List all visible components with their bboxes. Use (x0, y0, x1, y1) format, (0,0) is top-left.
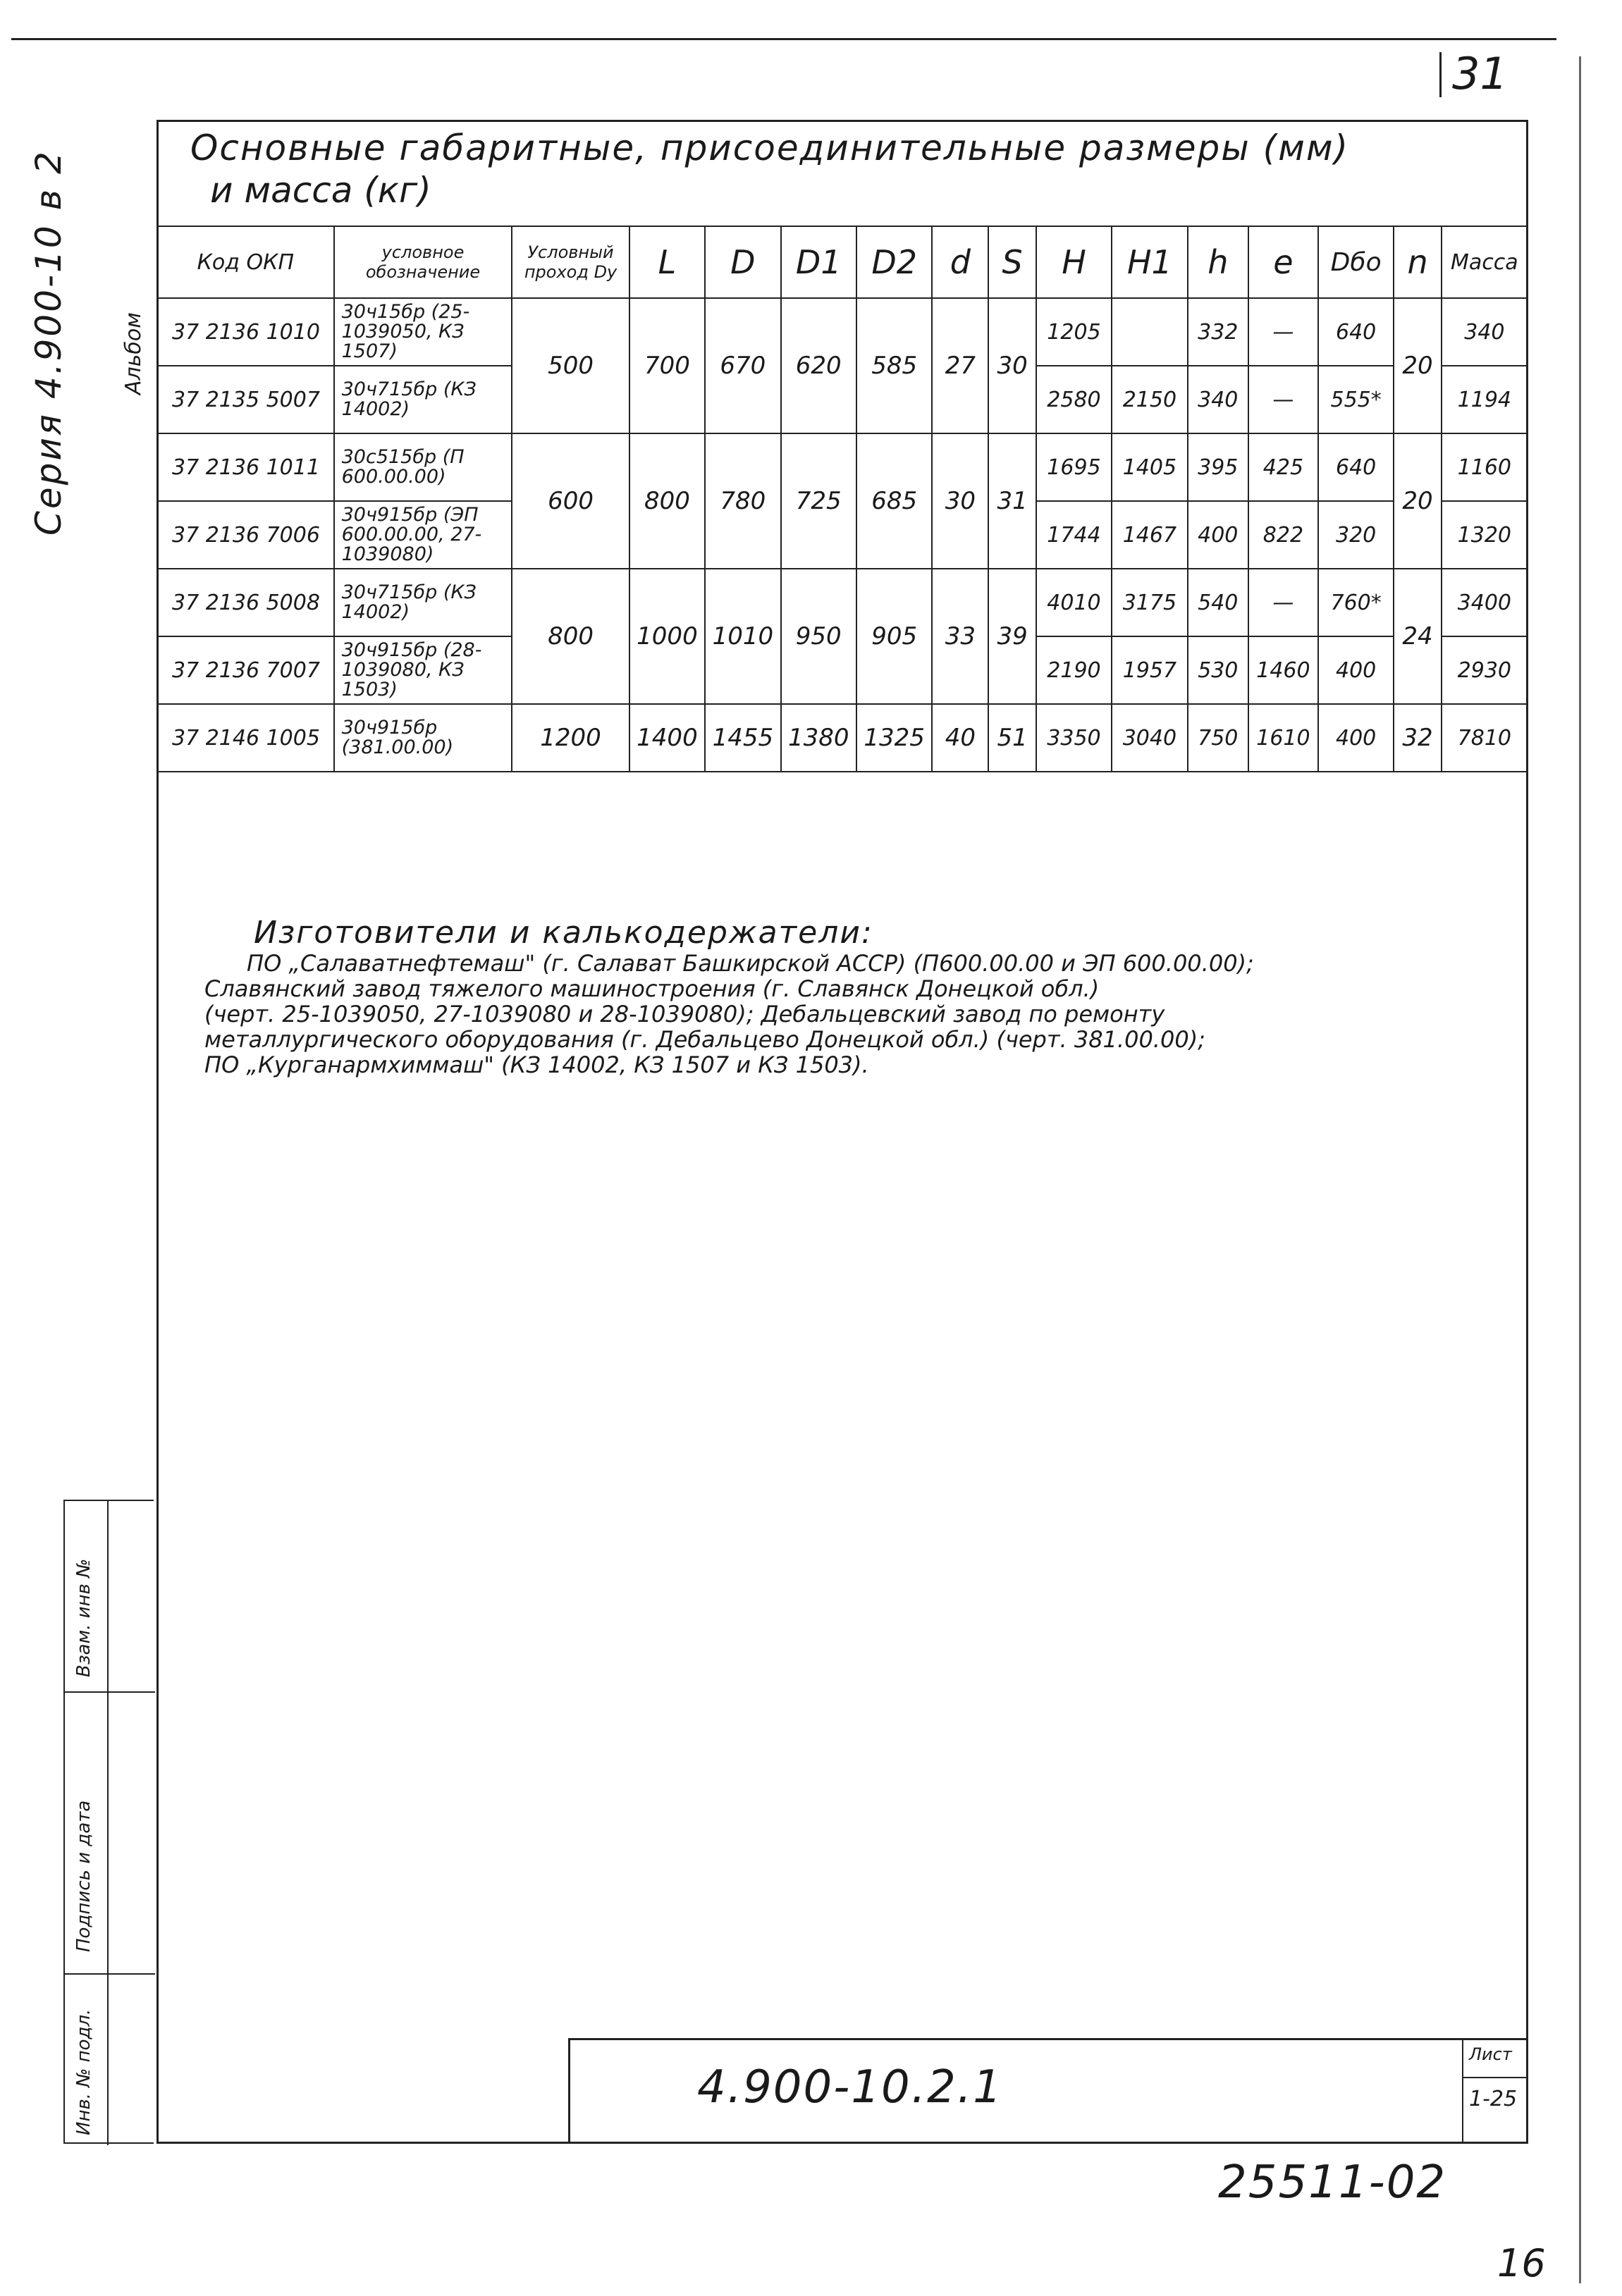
table-row (157, 704, 1528, 772)
cell-d: 27 (932, 298, 988, 433)
cell-mass: 7810 (1442, 704, 1528, 772)
frame-top-rule (156, 120, 1528, 122)
header-L: L (629, 226, 705, 298)
cell-e: 1610 (1248, 704, 1318, 772)
cell-obz: 30ч915бр (381.00.00) (334, 704, 512, 772)
cell-H: 1205 (1036, 298, 1112, 366)
cell-dy: 1200 (512, 704, 629, 772)
cell-H1: 1405 (1112, 433, 1187, 501)
header-H: H (1036, 226, 1112, 298)
cell-Dbo: 320 (1318, 501, 1394, 569)
cell-S: 30 (988, 298, 1036, 433)
scan-right-edge (1579, 56, 1581, 2283)
table-row (157, 433, 1528, 501)
cell-S: 39 (988, 569, 1036, 704)
cell-mass: 340 (1442, 298, 1528, 366)
cell-D2: 685 (856, 433, 932, 569)
cell-Dbo: 640 (1318, 433, 1394, 501)
cell-h: 400 (1188, 501, 1248, 569)
heading-line-2: и масса (кг) (210, 170, 431, 211)
cell-d: 33 (932, 569, 988, 704)
side-stamp-rule (65, 1973, 155, 1975)
header-S: S (988, 226, 1036, 298)
cell-D: 670 (705, 298, 780, 433)
header-d: d (932, 226, 988, 298)
header-dy: Условный проход Dy (512, 226, 629, 298)
sheet-separator (1463, 2077, 1528, 2078)
header-obz: условное обозначение (334, 226, 512, 298)
cell-e: 822 (1248, 501, 1318, 569)
manufacturers-note (204, 915, 1516, 1078)
cell-S: 31 (988, 433, 1036, 569)
cell-dy: 800 (512, 569, 629, 704)
table-row (157, 569, 1528, 636)
header-kod: Код ОКП (157, 226, 334, 298)
cell-H: 4010 (1036, 569, 1112, 636)
cell-mass: 1320 (1442, 501, 1528, 569)
header-D2: D2 (856, 226, 932, 298)
cell-e: — (1248, 569, 1318, 636)
sheet-box (1462, 2040, 1528, 2144)
cell-D2: 585 (856, 298, 932, 433)
cell-H1: 1467 (1112, 501, 1187, 569)
cell-obz: 30ч915бр (ЭП 600.00.00, 27-1039080) (334, 501, 512, 569)
side-stamp-divider (107, 1501, 109, 2145)
cell-H1 (1112, 298, 1187, 366)
cell-kod: 37 2136 1011 (157, 433, 334, 501)
cell-D1: 725 (781, 433, 856, 569)
cell-n: 20 (1394, 433, 1441, 569)
cell-L: 800 (629, 433, 705, 569)
cell-kod: 37 2146 1005 (157, 704, 334, 772)
cell-obz: 30с515бр (П 600.00.00) (334, 433, 512, 501)
table-row (157, 298, 1528, 366)
table-header-row (157, 226, 1528, 298)
inventory-number: 25511-02 (1218, 2156, 1447, 2209)
sheet-value: 1-25 (1469, 2087, 1518, 2111)
cell-h: 332 (1188, 298, 1248, 366)
cell-L: 1000 (629, 569, 705, 704)
cell-d: 40 (932, 704, 988, 772)
side-stamp (63, 1500, 154, 2144)
cell-H: 1695 (1036, 433, 1112, 501)
stamp-label-replacement: Взам. инв № (73, 1558, 94, 1677)
header-mass: Масса (1442, 226, 1528, 298)
cell-kod: 37 2136 7006 (157, 501, 334, 569)
cell-D: 780 (705, 433, 780, 569)
stamp-label-signature: Подпись и дата (73, 1800, 94, 1952)
cell-n: 32 (1394, 704, 1441, 772)
cell-H1: 1957 (1112, 636, 1187, 704)
cell-D1: 620 (781, 298, 856, 433)
cell-mass: 1194 (1442, 366, 1528, 433)
header-D: D (705, 226, 780, 298)
cell-Dbo: 555* (1318, 366, 1394, 433)
cell-obz: 30ч15бр (25-1039050, КЗ 1507) (334, 298, 512, 366)
cell-kod: 37 2136 5008 (157, 569, 334, 636)
series-label: Серия 4.900-10 в 2 (28, 149, 69, 536)
corner-mark: 16 (1497, 2241, 1546, 2285)
heading-line-1: Основные габаритные, присоединительные размеры (мм) (190, 128, 1350, 168)
manufacturers-line: (черт. 25-1039050, 27-1039080 и 28-1039080); Дебальцевский завод по ремонту (204, 1001, 1165, 1027)
cell-D: 1010 (705, 569, 780, 704)
cell-h: 750 (1188, 704, 1248, 772)
cell-h: 530 (1188, 636, 1248, 704)
sheet-label: Лист (1469, 2044, 1512, 2064)
cell-D2: 905 (856, 569, 932, 704)
cell-kod: 37 2135 5007 (157, 366, 334, 433)
page-number: 31 (1452, 48, 1508, 99)
cell-mass: 2930 (1442, 636, 1528, 704)
cell-Dbo: 760* (1318, 569, 1394, 636)
cell-e: 425 (1248, 433, 1318, 501)
header-Dbo: Dбо (1318, 226, 1394, 298)
stamp-label-inventory: Инв. № подл. (73, 2008, 94, 2135)
dimensions-table (156, 226, 1528, 772)
header-D1: D1 (781, 226, 856, 298)
cell-obz: 30ч915бр (28-1039080, КЗ 1503) (334, 636, 512, 704)
cell-h: 540 (1188, 569, 1248, 636)
cell-h: 340 (1188, 366, 1248, 433)
cell-H1: 3040 (1112, 704, 1187, 772)
table-heading (190, 127, 1501, 211)
cell-D2: 1325 (856, 704, 932, 772)
manufacturers-line: ПО „Салаватнефтемаш" (г. Салават Башкирской АССР) (П600.00.00 и ЭП 600.00.00); (247, 950, 1254, 977)
title-block (568, 2038, 1528, 2144)
cell-mass: 3400 (1442, 569, 1528, 636)
cell-L: 1400 (629, 704, 705, 772)
cell-obz: 30ч715бр (КЗ 14002) (334, 366, 512, 433)
cell-h: 395 (1188, 433, 1248, 501)
cell-Dbo: 400 (1318, 636, 1394, 704)
cell-dy: 600 (512, 433, 629, 569)
cell-S: 51 (988, 704, 1036, 772)
cell-L: 700 (629, 298, 705, 433)
cell-obz: 30ч715бр (КЗ 14002) (334, 569, 512, 636)
cell-Dbo: 400 (1318, 704, 1394, 772)
cell-d: 30 (932, 433, 988, 569)
manufacturers-line: металлургического оборудования (г. Дебальцево Донецкой обл.) (черт. 381.00.00); (204, 1026, 1205, 1053)
cell-D: 1455 (705, 704, 780, 772)
cell-Dbo: 640 (1318, 298, 1394, 366)
header-h: h (1188, 226, 1248, 298)
document-code: 4.900-10.2.1 (697, 2061, 1003, 2113)
album-label: Альбом (121, 312, 146, 395)
header-n: n (1394, 226, 1441, 298)
cell-e: 1460 (1248, 636, 1318, 704)
cell-H: 2190 (1036, 636, 1112, 704)
cell-H1: 3175 (1112, 569, 1187, 636)
cell-D1: 950 (781, 569, 856, 704)
cell-dy: 500 (512, 298, 629, 433)
cell-H1: 2150 (1112, 366, 1187, 433)
cell-e: — (1248, 366, 1318, 433)
header-e: e (1248, 226, 1318, 298)
manufacturers-line: ПО „Курганармхиммаш" (КЗ 14002, КЗ 1507 и КЗ 1503). (204, 1051, 869, 1078)
header-H1: H1 (1112, 226, 1187, 298)
side-stamp-rule (65, 1691, 155, 1693)
cell-kod: 37 2136 1010 (157, 298, 334, 366)
cell-n: 20 (1394, 298, 1441, 433)
top-rule (11, 38, 1556, 40)
cell-mass: 1160 (1442, 433, 1528, 501)
cell-H: 3350 (1036, 704, 1112, 772)
cell-n: 24 (1394, 569, 1441, 704)
cell-e: — (1248, 298, 1318, 366)
cell-D1: 1380 (781, 704, 856, 772)
manufacturers-line: Славянский завод тяжелого машиностроения (г. Славянск Донецкой обл.) (204, 975, 1100, 1002)
cell-H: 2580 (1036, 366, 1112, 433)
cell-kod: 37 2136 7007 (157, 636, 334, 704)
manufacturers-title: Изготовители и калькодержатели: (254, 915, 873, 951)
cell-H: 1744 (1036, 501, 1112, 569)
